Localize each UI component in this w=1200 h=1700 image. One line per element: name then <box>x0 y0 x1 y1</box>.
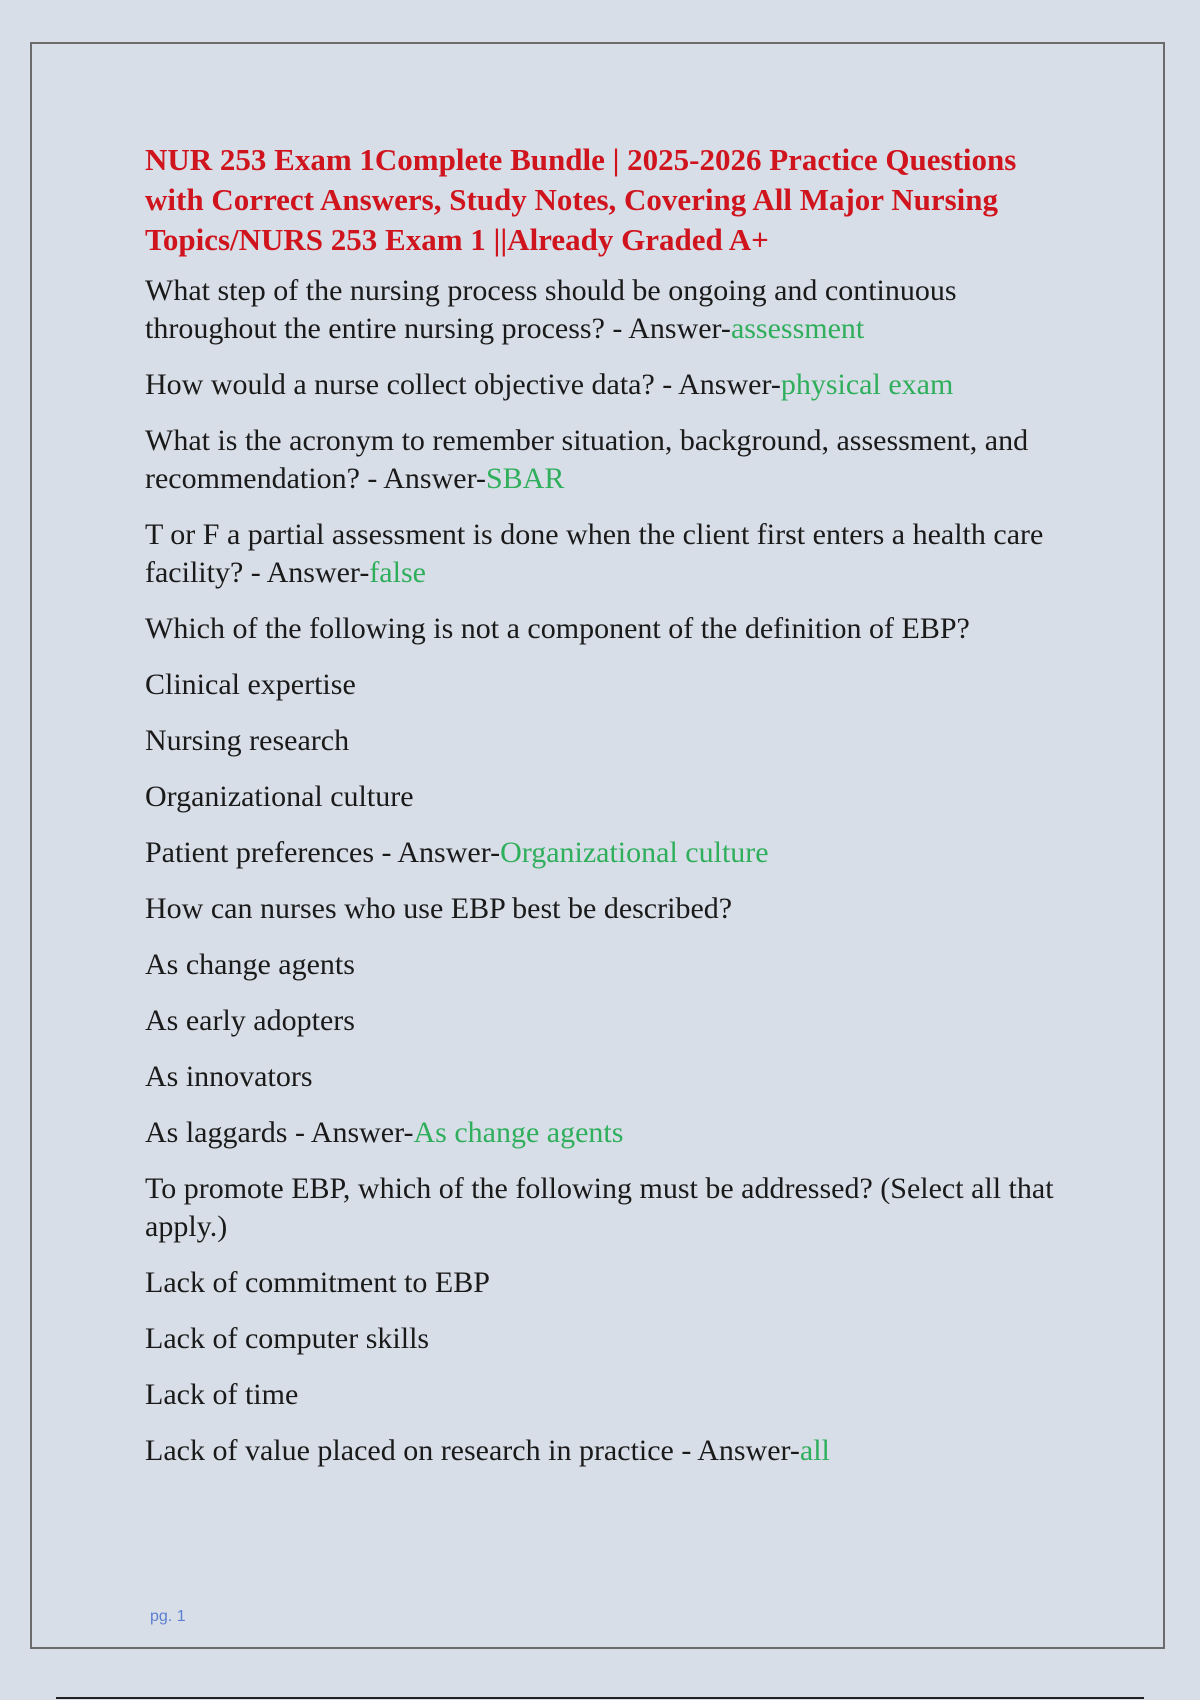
paragraph-text: T or F a partial assessment is done when the client first enters a health care facility? - Answer- <box>145 518 1044 589</box>
paragraph-text: Which of the following is not a component of the definition of EBP? <box>145 612 970 645</box>
paragraph <box>145 1264 1075 1302</box>
paragraph <box>145 1376 1075 1414</box>
paragraph-text: Lack of time <box>145 1378 299 1411</box>
paragraph-text: Lack of commitment to EBP <box>145 1266 490 1299</box>
paragraph <box>145 722 1075 760</box>
document-content <box>145 140 1075 1488</box>
paragraph <box>145 834 1075 872</box>
paragraph <box>145 890 1075 928</box>
paragraph-text: To promote EBP, which of the following must be addressed? (Select all that apply.) <box>145 1172 1054 1243</box>
answer-text: Organizational culture <box>500 836 769 869</box>
paragraph <box>145 1114 1075 1152</box>
paragraph <box>145 610 1075 648</box>
bottom-divider <box>56 1697 1144 1699</box>
paragraph-text: As innovators <box>145 1060 313 1093</box>
paragraph-text: How would a nurse collect objective data? - Answer- <box>145 368 781 401</box>
paragraph-text: As early adopters <box>145 1004 355 1037</box>
answer-text: all <box>799 1434 830 1467</box>
paragraph-text: Clinical expertise <box>145 668 356 701</box>
paragraph-text: Patient preferences - Answer- <box>145 836 501 869</box>
answer-text: physical exam <box>780 368 954 401</box>
paragraph-text: What is the acronym to remember situation, background, assessment, and recommendation? - Answer- <box>145 424 1029 495</box>
paragraph <box>145 1002 1075 1040</box>
paragraph-text: Organizational culture <box>145 780 414 813</box>
paragraph <box>145 946 1075 984</box>
paragraph-text: Lack of computer skills <box>145 1322 430 1355</box>
paragraph <box>145 666 1075 704</box>
paragraph-text: Nursing research <box>145 724 350 757</box>
paragraph <box>145 1170 1075 1246</box>
paragraph <box>145 366 1075 404</box>
page-number: pg. 1 <box>150 1608 186 1625</box>
paragraph-text: As change agents <box>145 948 355 981</box>
paragraph <box>145 1058 1075 1096</box>
paragraph <box>145 422 1075 498</box>
paragraph <box>145 1432 1075 1470</box>
document-title: NUR 253 Exam 1Complete Bundle | 2025-2026 Practice Questions with Correct Answers, Study Notes, Covering All Major Nursing Topics/NURS 253 Exam 1 ||Already Graded A+ <box>145 142 1017 257</box>
paragraph <box>145 272 1075 348</box>
answer-text: SBAR <box>485 462 565 495</box>
paragraph-text: As laggards - Answer- <box>145 1116 414 1149</box>
paragraph <box>145 778 1075 816</box>
paragraph-text: What step of the nursing process should be ongoing and continuous throughout the entire nursing process? - Answer- <box>145 274 957 345</box>
paragraph-text: How can nurses who use EBP best be described? <box>145 892 733 925</box>
paragraph-text: Lack of value placed on research in practice - Answer- <box>145 1434 800 1467</box>
answer-text: As change agents <box>413 1116 624 1149</box>
answer-text: assessment <box>730 312 865 345</box>
paragraph <box>145 1320 1075 1358</box>
paragraph <box>145 516 1075 592</box>
answer-text: false <box>369 556 426 589</box>
